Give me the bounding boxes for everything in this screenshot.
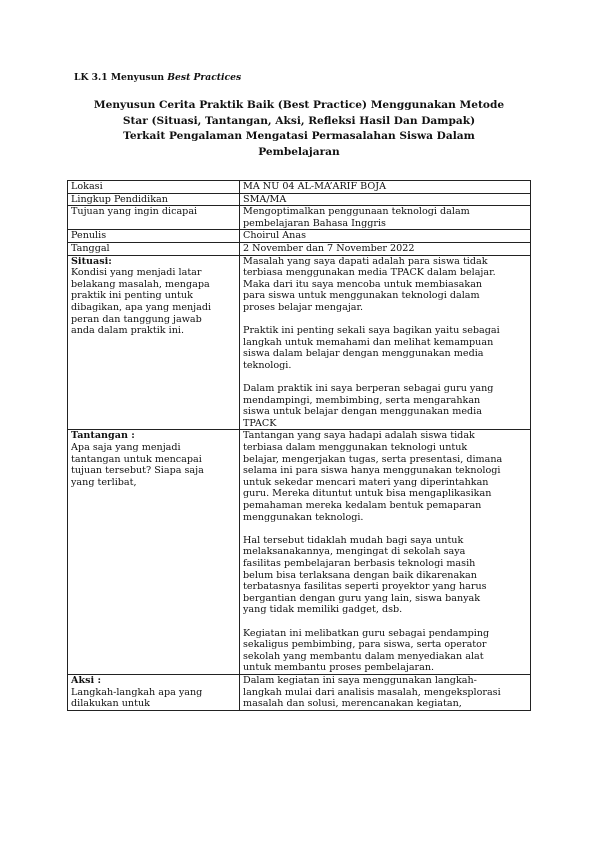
situasi-heading: Situasi:: [71, 255, 112, 267]
text-line: TPACK: [243, 417, 277, 429]
tantangan-paragraph-1: [243, 430, 527, 523]
text-line: sekaligus pembimbing, para siswa, serta operator: [243, 639, 487, 651]
situasi-prompt-line: belakang masalah, mengapa: [71, 278, 210, 290]
text-line: Dalam kegiatan ini saya menggunakan langkah-: [243, 674, 477, 686]
situasi-prompt-line: Kondisi yang menjadi latar: [71, 267, 202, 279]
penulis-label: Penulis: [68, 230, 240, 243]
text-line: langkah untuk memahami dan melihat kemampuan: [243, 336, 494, 348]
situasi-label-cell: [68, 255, 240, 430]
text-line: belajar, mengerjakan tugas, serta presentasi, dimana: [243, 453, 503, 465]
title-line-1: Menyusun Cerita Praktik Baik (Best Practice) Menggunakan Metode: [93, 99, 505, 111]
tujuan-value-line-1: Mengoptimalkan penggunaan teknologi dalam: [243, 206, 470, 218]
text-line: untuk membantu proses pembelajaran.: [243, 662, 435, 674]
tantangan-paragraph-3: [243, 628, 527, 674]
tujuan-value: [240, 206, 531, 230]
text-line: pemahaman mereka kedalam bentuk pemaparan: [243, 500, 482, 512]
text-line: belum bisa terlaksana dengan baik dikarenakan: [243, 569, 477, 581]
penulis-value: Choirul Anas: [240, 230, 531, 243]
text-line: proses belajar mengajar.: [243, 301, 364, 313]
text-line: masalah dan solusi, merencanakan kegiatan,: [243, 698, 462, 710]
tantangan-label-cell: [68, 430, 240, 674]
title-line-4: Pembelajaran: [258, 145, 340, 158]
text-line: terbiasa dalam menggunakan teknologi untuk: [243, 442, 468, 454]
situasi-prompt-line: praktik ini penting untuk: [71, 290, 193, 302]
situasi-paragraph-3: [243, 383, 527, 429]
tanggal-label: Tanggal: [68, 242, 240, 255]
worksheet-label: [74, 72, 241, 83]
text-line: Maka dari itu saya mencoba untuk membiasakan: [243, 278, 483, 290]
table-row-penulis: [68, 230, 531, 243]
text-line: fasilitas pembelajaran berbasis teknologi masih: [243, 558, 476, 569]
lingkup-value: SMA/MA: [240, 193, 531, 206]
text-line: yang tidak memiliki gadget, dsb.: [243, 604, 403, 616]
lokasi-value: MA NU 04 AL-MA’ARIF BOJA: [240, 181, 531, 194]
text-line: Praktik ini penting sekali saya bagikan yaitu sebagai: [243, 325, 500, 337]
lokasi-label: Lokasi: [68, 181, 240, 194]
text-line: selama ini para siswa hanya menggunakan teknologi: [243, 465, 501, 477]
text-line: guru. Mereka dituntut untuk bisa mengaplikasikan: [243, 488, 492, 500]
paragraph-gap: [243, 616, 527, 628]
tantangan-prompt-line: tujuan tersebut? Siapa saja: [71, 465, 204, 477]
text-line: teknologi.: [243, 359, 292, 371]
tujuan-value-line-2: pembelajaran Bahasa Inggris: [243, 217, 386, 229]
text-line: bergantian dengan guru yang lain, siswa banyak: [243, 592, 481, 604]
text-line: siswa dalam belajar dengan menggunakan media: [243, 348, 484, 360]
aksi-prompt-line: Langkah-langkah apa yang: [71, 686, 203, 698]
text-line: untuk sekedar mencari materi yang diperintahkan: [243, 476, 489, 488]
text-line: melaksanakannya, mengingat di sekolah saya: [243, 546, 466, 558]
aksi-heading: Aksi :: [71, 674, 102, 686]
title-line-3: Terkait Pengalaman Mengatasi Permasalahan Siswa Dalam: [123, 130, 475, 143]
aksi-prompt-line: dilakukan untuk: [71, 698, 150, 710]
aksi-label-cell: [68, 674, 240, 710]
paragraph-gap: [243, 314, 527, 326]
tantangan-heading: Tantangan :: [71, 430, 135, 442]
tantangan-paragraph-2: [243, 535, 527, 616]
text-line: sekolah yang membantu dalam menyediakan alat: [243, 650, 484, 662]
text-line: Dalam praktik ini saya berperan sebagai guru yang: [243, 383, 494, 395]
lingkup-label: Lingkup Pendidikan: [68, 193, 240, 206]
aksi-content: [240, 674, 531, 710]
tujuan-label: Tujuan yang ingin dicapai: [68, 206, 240, 230]
worksheet-label-italic: Best Practices: [167, 72, 242, 83]
text-line: Tantangan yang saya hadapi adalah siswa tidak: [243, 430, 475, 442]
situasi-paragraph-2: [243, 325, 527, 371]
text-line: mendampingi, membimbing, serta mengarahkan: [243, 394, 481, 406]
text-line: Kegiatan ini melibatkan guru sebagai pendamping: [243, 627, 490, 639]
text-line: para siswa untuk menggunakan teknologi dalam: [243, 290, 480, 302]
situasi-content: [240, 255, 531, 430]
paragraph-gap: [243, 372, 527, 384]
text-line: Hal tersebut tidaklah mudah bagi saya untuk: [243, 534, 464, 546]
document-title: [74, 98, 524, 160]
text-line: menggunakan teknologi.: [243, 511, 364, 523]
table-row-situasi: [68, 255, 531, 430]
star-table: [67, 180, 531, 711]
text-line: terbiasa menggunakan media TPACK dalam belajar.: [243, 267, 496, 279]
table-row-tanggal: [68, 242, 531, 255]
situasi-paragraph-1: [243, 256, 527, 314]
table-row-tujuan: [68, 206, 531, 230]
worksheet-label-prefix: LK 3.1 Menyusun: [74, 72, 168, 83]
text-line: siswa untuk belajar dengan menggunakan media: [243, 406, 482, 418]
table-row-lokasi: [68, 181, 531, 194]
tantangan-prompt-line: tantangan untuk mencapai: [71, 453, 202, 465]
table-row-tantangan: [68, 430, 531, 674]
tantangan-prompt-line: yang terlibat,: [71, 476, 137, 488]
tanggal-value: 2 November dan 7 November 2022: [240, 242, 531, 255]
tantangan-content: [240, 430, 531, 674]
paragraph-gap: [243, 523, 527, 535]
table-row-lingkup: [68, 193, 531, 206]
table-row-aksi: [68, 674, 531, 710]
situasi-prompt-line: dibagikan, apa yang menjadi: [71, 301, 212, 313]
text-line: terbatasnya fasilitas seperti proyektor yang harus: [243, 581, 487, 593]
tantangan-prompt-line: Apa saja yang menjadi: [71, 442, 181, 454]
text-line: langkah mulai dari analisis masalah, mengeksplorasi: [243, 686, 501, 698]
situasi-prompt-line: anda dalam praktik ini.: [71, 325, 185, 337]
situasi-prompt-line: peran dan tanggung jawab: [71, 313, 202, 325]
title-line-2: Star (Situasi, Tantangan, Aksi, Refleksi Hasil Dan Dampak): [122, 114, 476, 127]
text-line: Masalah yang saya dapati adalah para siswa tidak: [243, 255, 488, 267]
